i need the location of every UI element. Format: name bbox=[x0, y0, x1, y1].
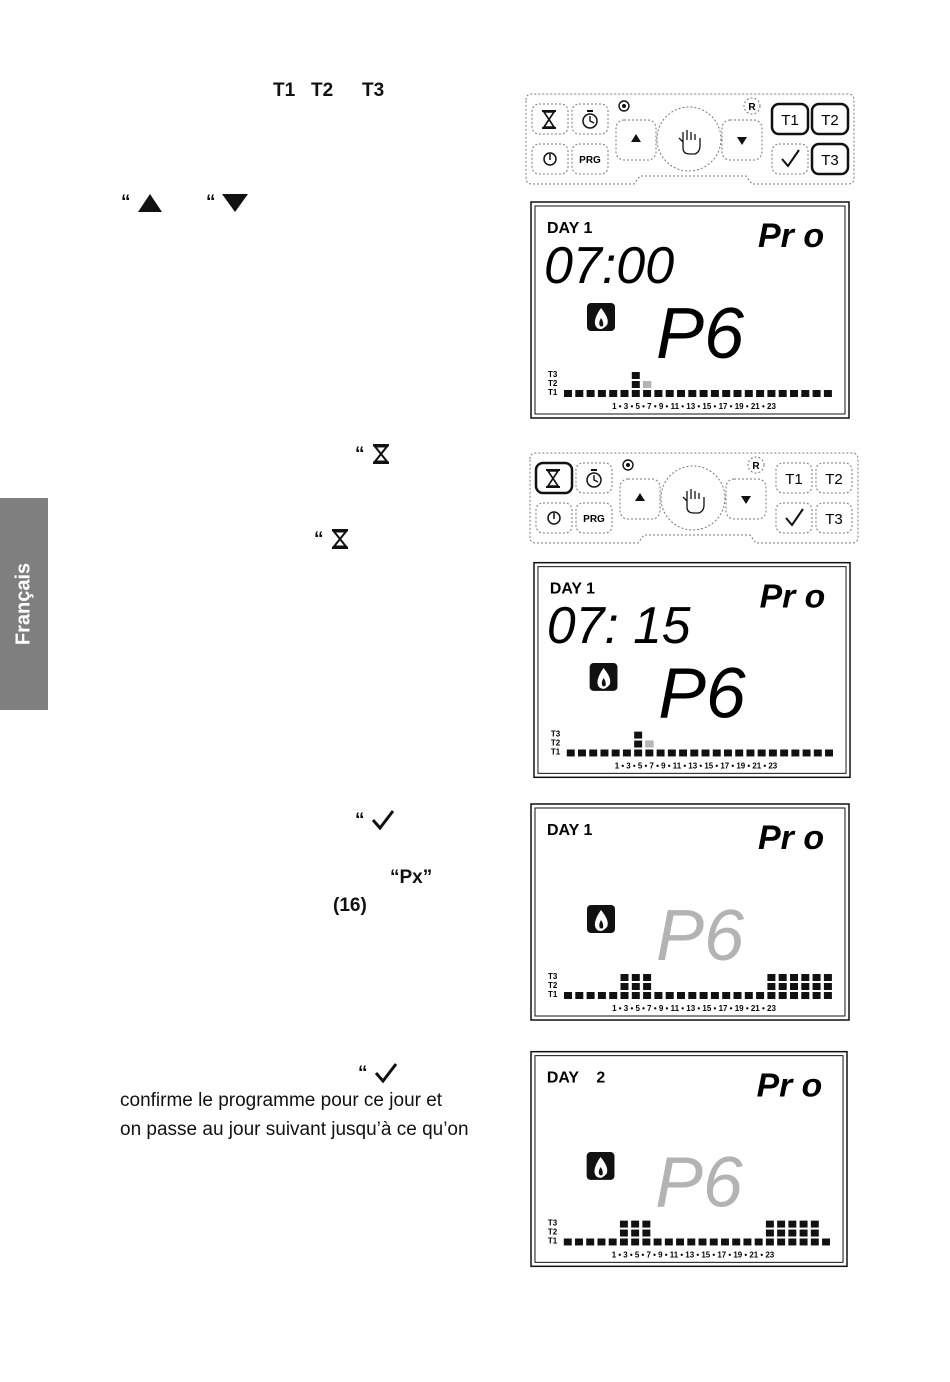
profile-segment bbox=[575, 390, 583, 397]
profile-segment bbox=[578, 750, 586, 757]
open-quote: “ bbox=[314, 529, 324, 550]
power-button[interactable] bbox=[536, 503, 572, 533]
profile-segment bbox=[811, 1239, 819, 1246]
profile-segment bbox=[632, 992, 640, 999]
profile-segment bbox=[620, 1239, 628, 1246]
t3-row-label: T3 bbox=[547, 1218, 558, 1228]
profile-segment bbox=[800, 1230, 808, 1237]
up-arrow-icon bbox=[137, 193, 163, 213]
profile-segment bbox=[743, 1239, 751, 1246]
timer-button[interactable] bbox=[576, 463, 612, 493]
day-label: DAY 1 bbox=[547, 822, 593, 839]
program-code: P6 bbox=[656, 294, 745, 374]
open-quote: “ bbox=[355, 810, 365, 831]
t3-button[interactable] bbox=[812, 144, 848, 174]
profile-segment bbox=[688, 992, 696, 999]
profile-segment bbox=[801, 974, 809, 981]
profile-segment bbox=[612, 750, 620, 757]
profile-segment bbox=[642, 1239, 650, 1246]
profile-segment bbox=[666, 992, 674, 999]
t1-label: T1 bbox=[785, 471, 803, 488]
r-label: R bbox=[752, 461, 760, 472]
profile-segment bbox=[745, 992, 753, 999]
profile-segment bbox=[801, 983, 809, 990]
t2-button[interactable] bbox=[816, 463, 852, 493]
profile-segment bbox=[777, 1239, 785, 1246]
profile-segment bbox=[735, 750, 743, 757]
check-icon bbox=[371, 809, 395, 831]
t1-row-label: T1 bbox=[550, 747, 561, 757]
profile-segment bbox=[654, 1239, 662, 1246]
thermostat-keypad bbox=[524, 451, 864, 549]
ref-16: (16) bbox=[333, 895, 367, 916]
profile-segment bbox=[767, 390, 775, 397]
reset-button[interactable] bbox=[748, 457, 764, 473]
down-arrow-icon bbox=[221, 193, 249, 213]
profile-segment bbox=[634, 732, 642, 739]
profile-segment bbox=[791, 750, 799, 757]
profile-segment bbox=[623, 750, 631, 757]
mode-indicator: Pr o bbox=[758, 217, 825, 255]
profile-segment bbox=[632, 381, 640, 388]
profile-segment bbox=[665, 1239, 673, 1246]
hour-axis: 1 • 3 • 5 • 7 • 9 • 11 • 13 • 15 • 17 • 19 • 21 • 23 bbox=[614, 761, 778, 771]
mode-indicator: Pr o bbox=[759, 577, 826, 616]
profile-segment bbox=[790, 983, 798, 990]
hand-button[interactable] bbox=[657, 107, 721, 171]
profile-segment bbox=[621, 992, 629, 999]
profile-segment bbox=[779, 992, 787, 999]
t3-key-ref: T3 bbox=[362, 80, 385, 101]
profile-segment bbox=[609, 1239, 617, 1246]
flame-icon bbox=[590, 663, 618, 691]
instruction-line-1: confirme le programme pour ce jour et bbox=[120, 1090, 443, 1111]
language-tab-label: Français bbox=[12, 562, 35, 646]
profile-segment bbox=[634, 741, 642, 748]
profile-segment bbox=[756, 390, 764, 397]
profile-segment bbox=[587, 992, 595, 999]
profile-segment bbox=[668, 750, 676, 757]
t1-row-label: T1 bbox=[547, 1236, 558, 1246]
profile-segment bbox=[766, 1221, 774, 1228]
r-label: R bbox=[748, 102, 756, 113]
t2-key-ref: T2 bbox=[311, 80, 334, 101]
t3-label: T3 bbox=[821, 152, 839, 169]
profile-segment bbox=[642, 1230, 650, 1237]
profile-segment bbox=[643, 390, 651, 397]
up-button[interactable] bbox=[620, 479, 660, 519]
hand-button[interactable] bbox=[661, 466, 725, 530]
profile-segment bbox=[654, 390, 662, 397]
profile-segment-editing bbox=[645, 741, 653, 748]
profile-segment bbox=[721, 1239, 729, 1246]
profile-segment bbox=[575, 1239, 583, 1246]
profile-segment bbox=[780, 750, 788, 757]
profile-segment bbox=[643, 974, 651, 981]
profile-segment bbox=[788, 1221, 796, 1228]
profile-segment bbox=[700, 390, 708, 397]
t2-row-label: T2 bbox=[550, 738, 561, 748]
t2-row-label: T2 bbox=[547, 1227, 558, 1237]
profile-segment bbox=[756, 992, 764, 999]
profile-segment bbox=[811, 1230, 819, 1237]
profile-segment bbox=[632, 372, 640, 379]
profile-segment bbox=[824, 992, 832, 999]
hourglass-button[interactable] bbox=[532, 104, 568, 134]
open-quote: “ bbox=[355, 444, 365, 465]
profile-segment bbox=[813, 390, 821, 397]
t1-button[interactable] bbox=[772, 104, 808, 134]
open-quote: “ bbox=[121, 192, 131, 213]
flame-icon bbox=[587, 1152, 615, 1180]
hourglass-icon bbox=[371, 443, 391, 465]
profile-segment bbox=[600, 750, 608, 757]
profile-segment bbox=[766, 1239, 774, 1246]
t3-label: T3 bbox=[825, 511, 843, 528]
profile-segment bbox=[621, 983, 629, 990]
reset-button[interactable] bbox=[744, 98, 760, 114]
profile-segment bbox=[788, 1230, 796, 1237]
t1-row-label: T1 bbox=[548, 990, 558, 999]
profile-segment bbox=[609, 992, 617, 999]
flame-icon bbox=[587, 905, 615, 933]
profile-segment bbox=[677, 390, 685, 397]
t3-row-label: T3 bbox=[548, 972, 558, 981]
profile-segment bbox=[620, 1221, 628, 1228]
profile-segment bbox=[700, 992, 708, 999]
profile-segment bbox=[621, 390, 629, 397]
check-icon bbox=[374, 1062, 398, 1084]
t2-button[interactable] bbox=[812, 104, 848, 134]
profile-segment bbox=[621, 974, 629, 981]
lcd-display bbox=[530, 803, 850, 1021]
profile-segment bbox=[643, 992, 651, 999]
profile-segment bbox=[631, 1230, 639, 1237]
open-quote: “ bbox=[358, 1063, 368, 1084]
profile-segment bbox=[657, 750, 665, 757]
profile-segment bbox=[634, 750, 642, 757]
hour-axis: 1 • 3 • 5 • 7 • 9 • 11 • 13 • 15 • 17 • 19 • 21 • 23 bbox=[612, 402, 776, 411]
profile-segment bbox=[690, 750, 698, 757]
down-button[interactable] bbox=[726, 479, 766, 519]
profile-segment bbox=[813, 992, 821, 999]
profile-segment bbox=[710, 1239, 718, 1246]
lcd-display bbox=[530, 1050, 848, 1268]
profile-segment bbox=[767, 992, 775, 999]
mode-indicator: Pr o bbox=[756, 1066, 823, 1105]
confirm-button[interactable] bbox=[772, 144, 808, 174]
profile-segment bbox=[822, 1239, 830, 1246]
profile-segment bbox=[699, 1239, 707, 1246]
profile-segment bbox=[643, 983, 651, 990]
profile-segment bbox=[800, 1239, 808, 1246]
lcd-display bbox=[530, 201, 850, 419]
t1-button[interactable] bbox=[776, 463, 812, 493]
time-display: 07:00 bbox=[544, 237, 675, 295]
profile-segment bbox=[734, 992, 742, 999]
profile-segment bbox=[790, 974, 798, 981]
profile-segment bbox=[766, 1230, 774, 1237]
profile-segment bbox=[824, 390, 832, 397]
profile-segment bbox=[788, 1239, 796, 1246]
t3-row-label: T3 bbox=[550, 729, 561, 739]
confirm-button[interactable] bbox=[776, 503, 812, 533]
profile-segment bbox=[813, 983, 821, 990]
profile-segment bbox=[679, 750, 687, 757]
instruction-line-2: on passe au jour suivant jusqu’à ce qu’on bbox=[120, 1119, 469, 1140]
program-code: P6 bbox=[658, 653, 746, 734]
prg-label: PRG bbox=[583, 514, 605, 525]
profile-segment bbox=[609, 390, 617, 397]
hourglass-icon bbox=[330, 528, 350, 550]
profile-segment bbox=[687, 1239, 695, 1246]
profile-segment bbox=[813, 974, 821, 981]
profile-segment bbox=[711, 390, 719, 397]
profile-segment bbox=[824, 983, 832, 990]
lcd-display bbox=[533, 561, 851, 779]
settings-icon bbox=[619, 101, 629, 111]
profile-segment bbox=[732, 1239, 740, 1246]
timer-button[interactable] bbox=[572, 104, 608, 134]
profile-segment bbox=[811, 1221, 819, 1228]
t1-key-ref: T1 bbox=[273, 80, 296, 101]
profile-segment bbox=[803, 750, 811, 757]
profile-segment bbox=[779, 390, 787, 397]
prg-button[interactable] bbox=[572, 144, 608, 174]
profile-segment bbox=[722, 390, 730, 397]
profile-segment bbox=[755, 1239, 763, 1246]
profile-segment bbox=[801, 992, 809, 999]
profile-segment bbox=[586, 1239, 594, 1246]
profile-segment bbox=[814, 750, 822, 757]
day-label: DAY 1 bbox=[549, 580, 595, 598]
prg-button[interactable] bbox=[576, 503, 612, 533]
profile-segment bbox=[800, 1221, 808, 1228]
hourglass-button[interactable] bbox=[536, 463, 572, 493]
profile-segment-editing bbox=[643, 381, 651, 388]
t2-row-label: T2 bbox=[548, 981, 558, 990]
profile-segment bbox=[632, 390, 640, 397]
profile-segment bbox=[790, 992, 798, 999]
profile-segment bbox=[713, 750, 721, 757]
profile-segment bbox=[724, 750, 732, 757]
profile-segment bbox=[777, 1221, 785, 1228]
profile-segment bbox=[734, 390, 742, 397]
profile-segment bbox=[767, 983, 775, 990]
profile-segment bbox=[777, 1230, 785, 1237]
profile-segment bbox=[688, 390, 696, 397]
mode-indicator: Pr o bbox=[758, 819, 825, 857]
profile-segment bbox=[598, 992, 606, 999]
profile-segment bbox=[769, 750, 777, 757]
profile-segment bbox=[645, 750, 653, 757]
t2-label: T2 bbox=[825, 471, 843, 488]
t3-row-label: T3 bbox=[548, 370, 558, 379]
profile-segment bbox=[620, 1230, 628, 1237]
profile-segment bbox=[631, 1221, 639, 1228]
profile-segment bbox=[767, 974, 775, 981]
thermostat-keypad bbox=[520, 92, 860, 190]
profile-segment bbox=[825, 750, 833, 757]
flame-icon bbox=[587, 303, 615, 331]
profile-segment bbox=[564, 992, 572, 999]
profile-segment bbox=[597, 1239, 605, 1246]
profile-segment bbox=[642, 1221, 650, 1228]
profile-segment bbox=[676, 1239, 684, 1246]
profile-segment bbox=[758, 750, 766, 757]
settings-icon bbox=[623, 460, 633, 470]
profile-segment bbox=[746, 750, 754, 757]
profile-segment bbox=[575, 992, 583, 999]
profile-segment bbox=[632, 983, 640, 990]
profile-segment bbox=[779, 983, 787, 990]
profile-segment bbox=[677, 992, 685, 999]
profile-segment bbox=[587, 390, 595, 397]
program-code: P6 bbox=[656, 896, 745, 976]
profile-segment bbox=[564, 390, 572, 397]
profile-segment bbox=[589, 750, 597, 757]
profile-segment bbox=[711, 992, 719, 999]
open-quote: “ bbox=[206, 192, 216, 213]
t2-label: T2 bbox=[821, 112, 839, 129]
power-button[interactable] bbox=[532, 144, 568, 174]
profile-segment bbox=[598, 390, 606, 397]
day-label: DAY 1 bbox=[547, 220, 593, 237]
t2-row-label: T2 bbox=[548, 379, 558, 388]
day-label: DAY 2 bbox=[546, 1069, 606, 1087]
t1-row-label: T1 bbox=[548, 388, 558, 397]
language-tab bbox=[0, 498, 48, 710]
hour-axis: 1 • 3 • 5 • 7 • 9 • 11 • 13 • 15 • 17 • 19 • 21 • 23 bbox=[611, 1250, 775, 1260]
time-display: 07: 15 bbox=[546, 596, 691, 655]
profile-segment bbox=[564, 1239, 572, 1246]
profile-segment bbox=[824, 974, 832, 981]
up-button[interactable] bbox=[616, 120, 656, 160]
profile-segment bbox=[779, 974, 787, 981]
profile-segment bbox=[790, 390, 798, 397]
profile-segment bbox=[632, 974, 640, 981]
profile-segment bbox=[666, 390, 674, 397]
profile-segment bbox=[631, 1239, 639, 1246]
profile-segment bbox=[654, 992, 662, 999]
hour-axis: 1 • 3 • 5 • 7 • 9 • 11 • 13 • 15 • 17 • 19 • 21 • 23 bbox=[612, 1004, 776, 1013]
down-button[interactable] bbox=[722, 120, 762, 160]
t1-label: T1 bbox=[781, 112, 799, 129]
profile-segment bbox=[702, 750, 710, 757]
profile-segment bbox=[567, 750, 575, 757]
px-label: “Px” bbox=[390, 867, 433, 888]
profile-segment bbox=[745, 390, 753, 397]
t3-button[interactable] bbox=[816, 503, 852, 533]
program-code: P6 bbox=[655, 1142, 743, 1223]
profile-segment bbox=[801, 390, 809, 397]
prg-label: PRG bbox=[579, 155, 601, 166]
profile-segment bbox=[722, 992, 730, 999]
